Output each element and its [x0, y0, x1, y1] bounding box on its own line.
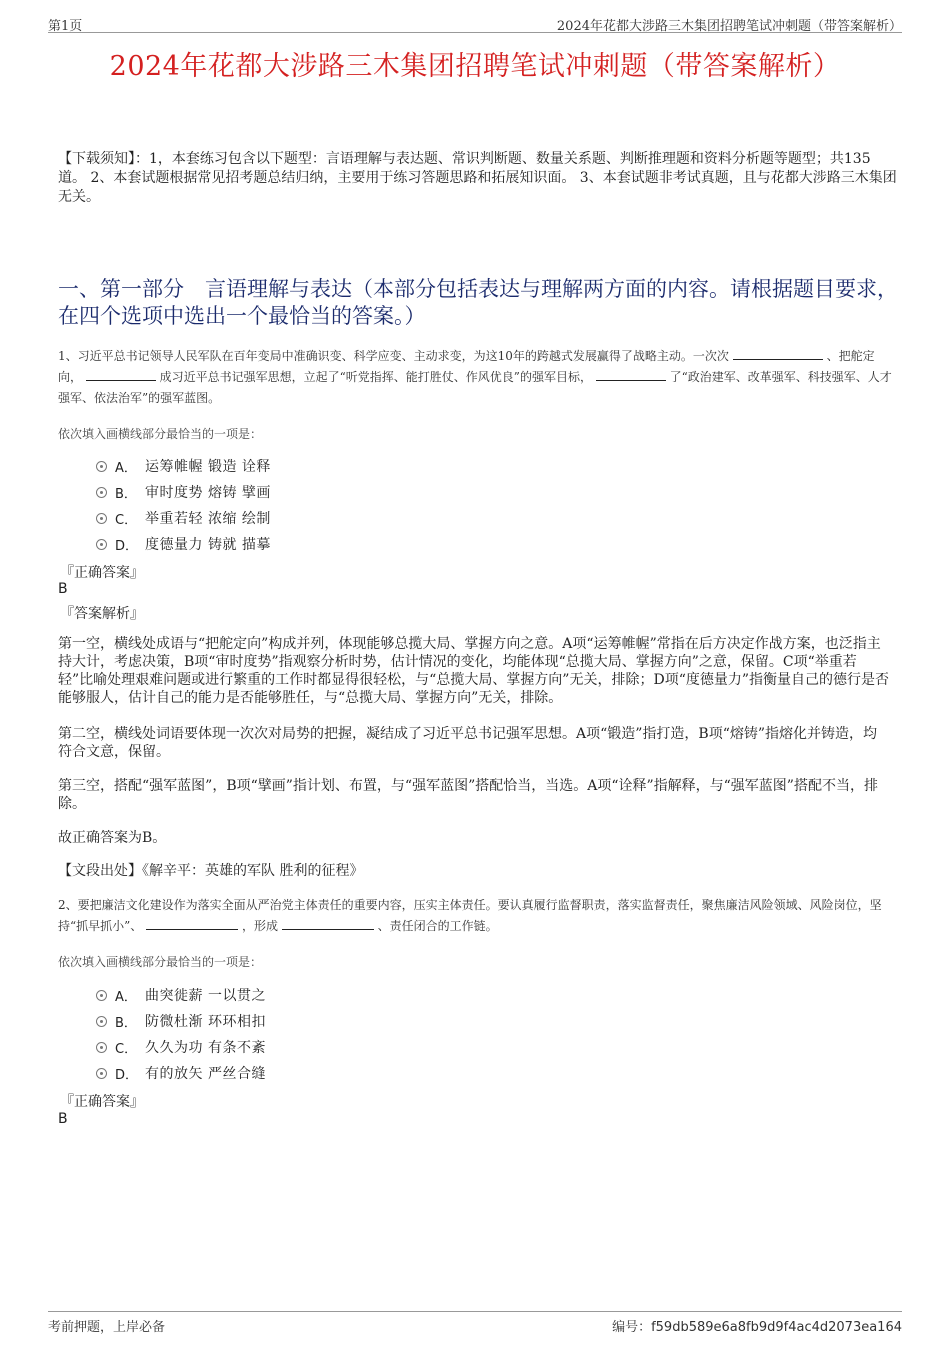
question-1-prompt: 依次填入画横线部分最恰当的一项是： [58, 427, 263, 441]
q1-analysis-label: 『答案解析』 [60, 606, 144, 622]
option-text: 审时度势 熔铸 擘画 [145, 485, 271, 501]
option-letter: A． [115, 989, 137, 1005]
radio-icon[interactable] [96, 1042, 107, 1053]
q2-option-b[interactable] [96, 1010, 266, 1032]
q1-option-a[interactable] [96, 455, 271, 477]
question-2-stem [58, 895, 898, 937]
option-text: 运筹帷幄 锻造 诠释 [145, 459, 271, 475]
radio-icon[interactable] [96, 513, 107, 524]
footer-slogan: 考前押题，上岸必备 [48, 1320, 166, 1335]
option-letter: C． [115, 1041, 138, 1057]
q2-answer: B [58, 1111, 68, 1127]
option-text: 举重若轻 浓缩 绘制 [145, 511, 271, 527]
q2-stem-part-c: 、责任闭合的工作链。 [377, 919, 498, 933]
q2-option-a[interactable] [96, 984, 266, 1006]
q1-stem-part-b: 、把舵定向， [58, 349, 875, 384]
section-title: 一、第一部分 言语理解与表达（本部分包括表达与理解两方面的内容。请根据题目要求，在四个选项中选出一个最恰当的答案。） [58, 277, 898, 328]
q2-option-d[interactable] [96, 1062, 266, 1084]
option-text: 久久为功 有条不紊 [145, 1040, 266, 1056]
radio-icon[interactable] [96, 990, 107, 1001]
fill-blank-1 [733, 346, 823, 360]
option-text: 有的放矢 严丝合缝 [145, 1066, 266, 1082]
option-letter: B． [115, 1015, 137, 1031]
option-text: 度德量力 铸就 描摹 [145, 537, 271, 553]
q2-option-c[interactable] [96, 1036, 266, 1058]
q1-analysis-paragraph-2: 第二空，横线处词语要体现一次次对局势的把握，凝结成了习近平总书记强军思想。A项“锻造”指打造，B项“熔铸”指熔化并铸造，均符合文意，保留。 [58, 726, 878, 760]
radio-icon[interactable] [96, 1068, 107, 1079]
page-footer [48, 1311, 902, 1336]
radio-icon[interactable] [96, 461, 107, 472]
fill-blank-2 [86, 367, 156, 381]
radio-icon[interactable] [96, 539, 107, 550]
download-notice: 【下载须知】：1，本套练习包含以下题型：言语理解与表达题、常识判断题、数量关系题、判断推理题和资料分析题等题型；共135道。 2、本套试题根据常见招考题总结归纳，主要用于练习答题思路和拓展知识面。 3、本套试题非考试真题，且与花都大涉路三木集团无关。 [58, 151, 897, 205]
question-2-prompt: 依次填入画横线部分最恰当的一项是： [58, 955, 263, 969]
q1-stem-part-c: 成习近平总书记强军思想，立起了“听党指挥、能打胜仗、作风优良”的强军目标， [159, 370, 592, 384]
fill-blank-2 [282, 916, 374, 930]
q1-source: 【文段出处】《解辛平：英雄的军队 胜利的征程》 [58, 863, 364, 879]
q1-analysis-paragraph-1: 第一空，横线处成语与“把舵定向”构成并列，体现能够总揽大局、掌握方向之意。A项“运筹帷幄”常指在后方决定作战方案，也泛指主持大计，考虑决策，B项“审时度势”指观察分析时势，估计情况的变化，均能体现“总揽大局、掌握方向”之意，保留。C项“举重若轻”比喻处理艰难问题或进行繁重的工作时都显得很轻松，与“总揽大局、掌握方向”无关，排除；D项“度德量力”指衡量自己的德行是否能够服人，估计自己的能力是否能够胜任，与“总揽大局、掌握方向”无关，排除。 [58, 636, 890, 706]
footer-doc-id: 编号：f59db589e6a8fb9d9f4ac4d2073ea164 [612, 1320, 902, 1335]
radio-icon[interactable] [96, 1016, 107, 1027]
q2-answer-label: 『正确答案』 [60, 1094, 144, 1110]
q1-answer: B [58, 581, 68, 597]
option-letter: D． [115, 1067, 139, 1083]
fill-blank-3 [596, 367, 666, 381]
option-text: 曲突徙薪 一以贯之 [145, 988, 266, 1004]
page-title: 2024年花都大涉路三木集团招聘笔试冲刺题（带答案解析） [109, 51, 841, 82]
header-doc-title: 2024年花都大涉路三木集团招聘笔试冲刺题（带答案解析） [556, 19, 902, 34]
page-number: 第1页 [48, 19, 83, 34]
option-text: 防微杜渐 环环相扣 [145, 1014, 266, 1030]
q1-option-c[interactable] [96, 507, 271, 529]
q1-stem-part-d: 了“政治建军、改革强军、科技强军、人才强军、依法治军”的强军蓝图。 [58, 370, 892, 405]
q1-answer-label: 『正确答案』 [60, 565, 144, 581]
question-1-stem [58, 346, 898, 409]
option-letter: B． [115, 486, 137, 502]
q1-analysis-paragraph-3: 第三空，搭配“强军蓝图”，B项“擘画”指计划、布置，与“强军蓝图”搭配恰当，当选。A项“诠释”指解释，与“强军蓝图”搭配不当，排除。 [58, 778, 878, 812]
q1-option-d[interactable] [96, 533, 271, 555]
page-header [48, 12, 902, 33]
q2-stem-part-a: 2、要把廉洁文化建设作为落实全面从严治党主体责任的重要内容，压实主体责任。要认真履行监督职责，落实监督责任，聚焦廉洁风险领域、风险岗位，坚持“抓早抓小”、 [58, 898, 882, 933]
option-letter: A． [115, 460, 137, 476]
q1-analysis-paragraph-4: 故正确答案为B。 [58, 830, 167, 846]
q1-stem-part-a: 1、习近平总书记领导人民军队在百年变局中准确识变、科学应变、主动求变，为这10年的跨越式发展赢得了战略主动。一次次 [58, 349, 729, 363]
q1-option-b[interactable] [96, 481, 271, 503]
q2-stem-part-b: ，形成 [241, 919, 278, 933]
radio-icon[interactable] [96, 487, 107, 498]
option-letter: C． [115, 512, 138, 528]
option-letter: D． [115, 538, 139, 554]
fill-blank-1 [146, 916, 238, 930]
